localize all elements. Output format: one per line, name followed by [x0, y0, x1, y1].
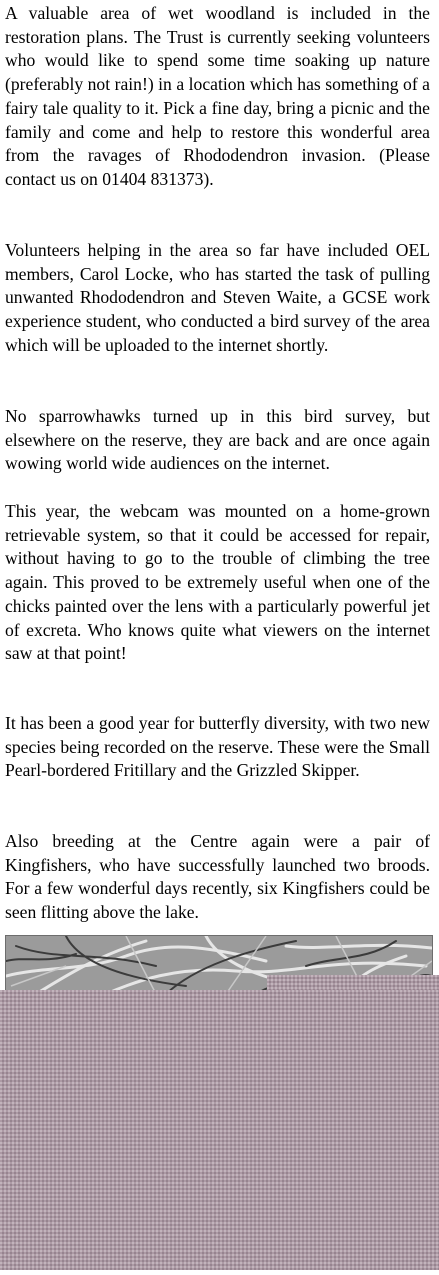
paragraph-kingfishers: Also breeding at the Centre again were a pair of Kingfishers, who have successfully launched two broods. For a few wonderful days recently, six Kingfishers could be seen flitting above the lake.	[5, 831, 430, 923]
paragraph-volunteers: Volunteers helping in the area so far have included OEL members, Carol Locke, who has started the task of pulling unwanted Rhododendron and Steven Waite, a GCSE work experience student, who conducted a bird survey of the area which will be uploaded to the internet shortly.	[5, 240, 430, 355]
paragraph-webcam: This year, the webcam was mounted on a home-grown retrievable system, so that it could be accessed for repair, without having to go to the trouble of climbing the tree again. This proved to be extremely useful when one of the chicks painted over the lens with a particularly powerful jet of excreta. Who knows quite what viewers on the internet saw at that point!	[5, 501, 430, 664]
paragraph-wet-woodland: A valuable area of wet woodland is included in the restoration plans. The Trust is currently seeking volunteers who would like to spend some time soaking up nature (preferably not rain!) in a location which has something of a fairy tale quality to it. Pick a fine day, bring a picnic and the family and come and help to restore this wonderful area from the ravages of Rhododendron invasion. (Please contact us on 01404 831373).	[5, 3, 430, 189]
dither-overlay	[0, 990, 439, 1270]
paragraph-butterflies: It has been a good year for butterfly diversity, with two new species being recorded on the reserve. These were the Small Pearl-bordered Fritillary and the Grizzled Skipper.	[5, 713, 430, 781]
paragraph-sparrowhawks: No sparrowhawks turned up in this bird survey, but elsewhere on the reserve, they are back and are once again wowing world wide audiences on the internet.	[5, 406, 430, 474]
bottom-margin	[0, 1270, 439, 1275]
